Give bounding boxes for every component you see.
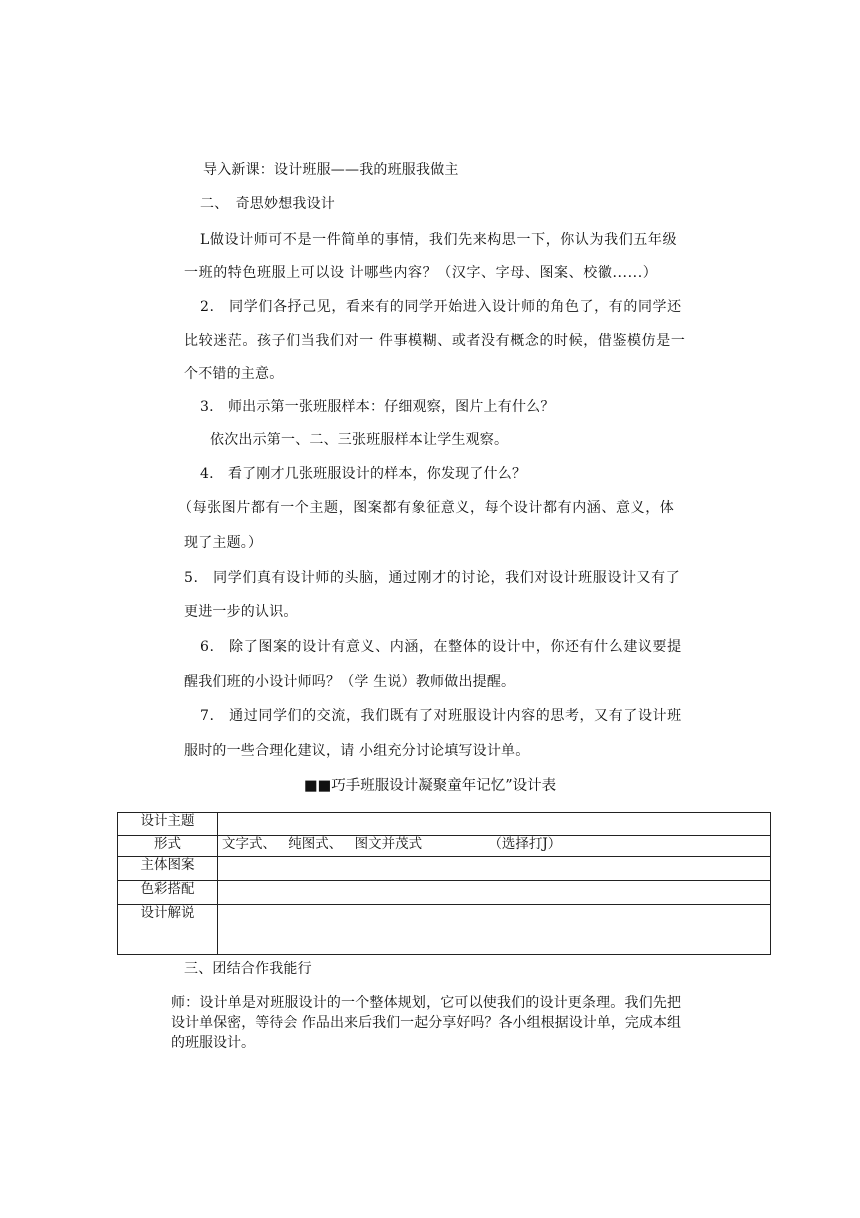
design-table-title: ■■巧手班服设计凝聚童年记忆”设计表 [303,778,557,794]
paragraph-3: 3. 师出示第一张班服样本：仔细观察，图片上有什么？ [200,399,555,415]
paragraph-2-line-1: 2. 同学们各抒己见，看来有的同学开始进入设计师的角色了，有的同学还 [200,299,682,315]
table-row-theme [118,813,771,836]
paragraph-5-line-2: 更进一步的认识。 [184,604,298,620]
table-row-form [118,836,771,857]
table-row-color [118,881,771,905]
paragraph-6-line-2: 醒我们班的小设计师吗？（学 生说）教师做出提醒。 [184,674,516,690]
table-row-pattern [118,857,771,881]
paragraph-7-line-1: 7. 通过同学们的交流，我们既有了对班服设计内容的思考，又有了设计班 [200,708,682,724]
paragraph-4: 4. 看了刚才几张班服设计的样本，你发现了什么？ [200,466,527,482]
section-2-heading: 二、 奇思妙想我设计 [200,196,335,212]
design-table [117,812,771,955]
paragraph-4b-line-2: 现了主题。） [184,535,263,551]
option-text-style: 文字式、 [222,836,276,852]
option-note: （选择打J） [488,836,562,852]
value-form[interactable] [218,836,771,857]
paragraph-5-line-1: 5. 同学们真有设计师的头脑，通过刚才的讨论，我们对设计班服设计又有了 [184,570,681,586]
section-3-heading: 三、团结合作我能行 [184,961,312,977]
paragraph-2-line-3: 个不错的主意。 [184,366,284,382]
paragraph-1-line-1: L做设计师可不是一件简单的事情，我们先来构思一下，你认为我们五年级 [200,232,678,248]
value-explanation[interactable] [218,905,771,955]
option-image-text: 图文并茂式 [354,836,423,852]
label-color: 色彩搭配 [118,881,218,905]
paragraph-3b: 依次出示第一、二、三张班服样本让学生观察。 [210,432,509,448]
paragraph-1-line-2: 一班的特色班服上可以设 计哪些内容？（汉字、字母、图案、校徽......） [184,265,658,281]
table-row-explanation [118,905,771,955]
value-theme[interactable] [218,813,771,836]
paragraph-4b-line-1: （每张图片都有一个主题，图案都有象征意义，每个设计都有内涵、意义，体 [178,500,675,516]
final-paragraph: 师：设计单是对班服设计的一个整体规划，它可以使我们的设计更条理。我们先把设计单保密，等待会 作品出来后我们一起分享好吗？各小组根据设计单，完成本组的班服设计。 [171,995,681,1051]
value-color[interactable] [218,881,771,905]
label-pattern: 主体图案 [118,857,218,881]
paragraph-6-line-1: 6. 除了图案的设计有意义、内涵，在整体的设计中，你还有什么建议要提 [200,639,682,655]
paragraph-2-line-2: 比较迷茫。孩子们当我们对一 件事模糊、或者没有概念的时候，借鉴模仿是一 [184,333,686,349]
label-explanation: 设计解说 [118,905,218,955]
label-theme: 设计主题 [118,813,218,836]
value-pattern[interactable] [218,857,771,881]
paragraph-7-line-2: 服时的一些合理化建议，请 小组充分讨论填写设计单。 [184,743,530,759]
option-pure-image: 纯图式、 [288,836,343,852]
label-form: 形式 [118,836,218,857]
intro-line: 导入新课：设计班服——我的班服我做主 [203,162,459,178]
